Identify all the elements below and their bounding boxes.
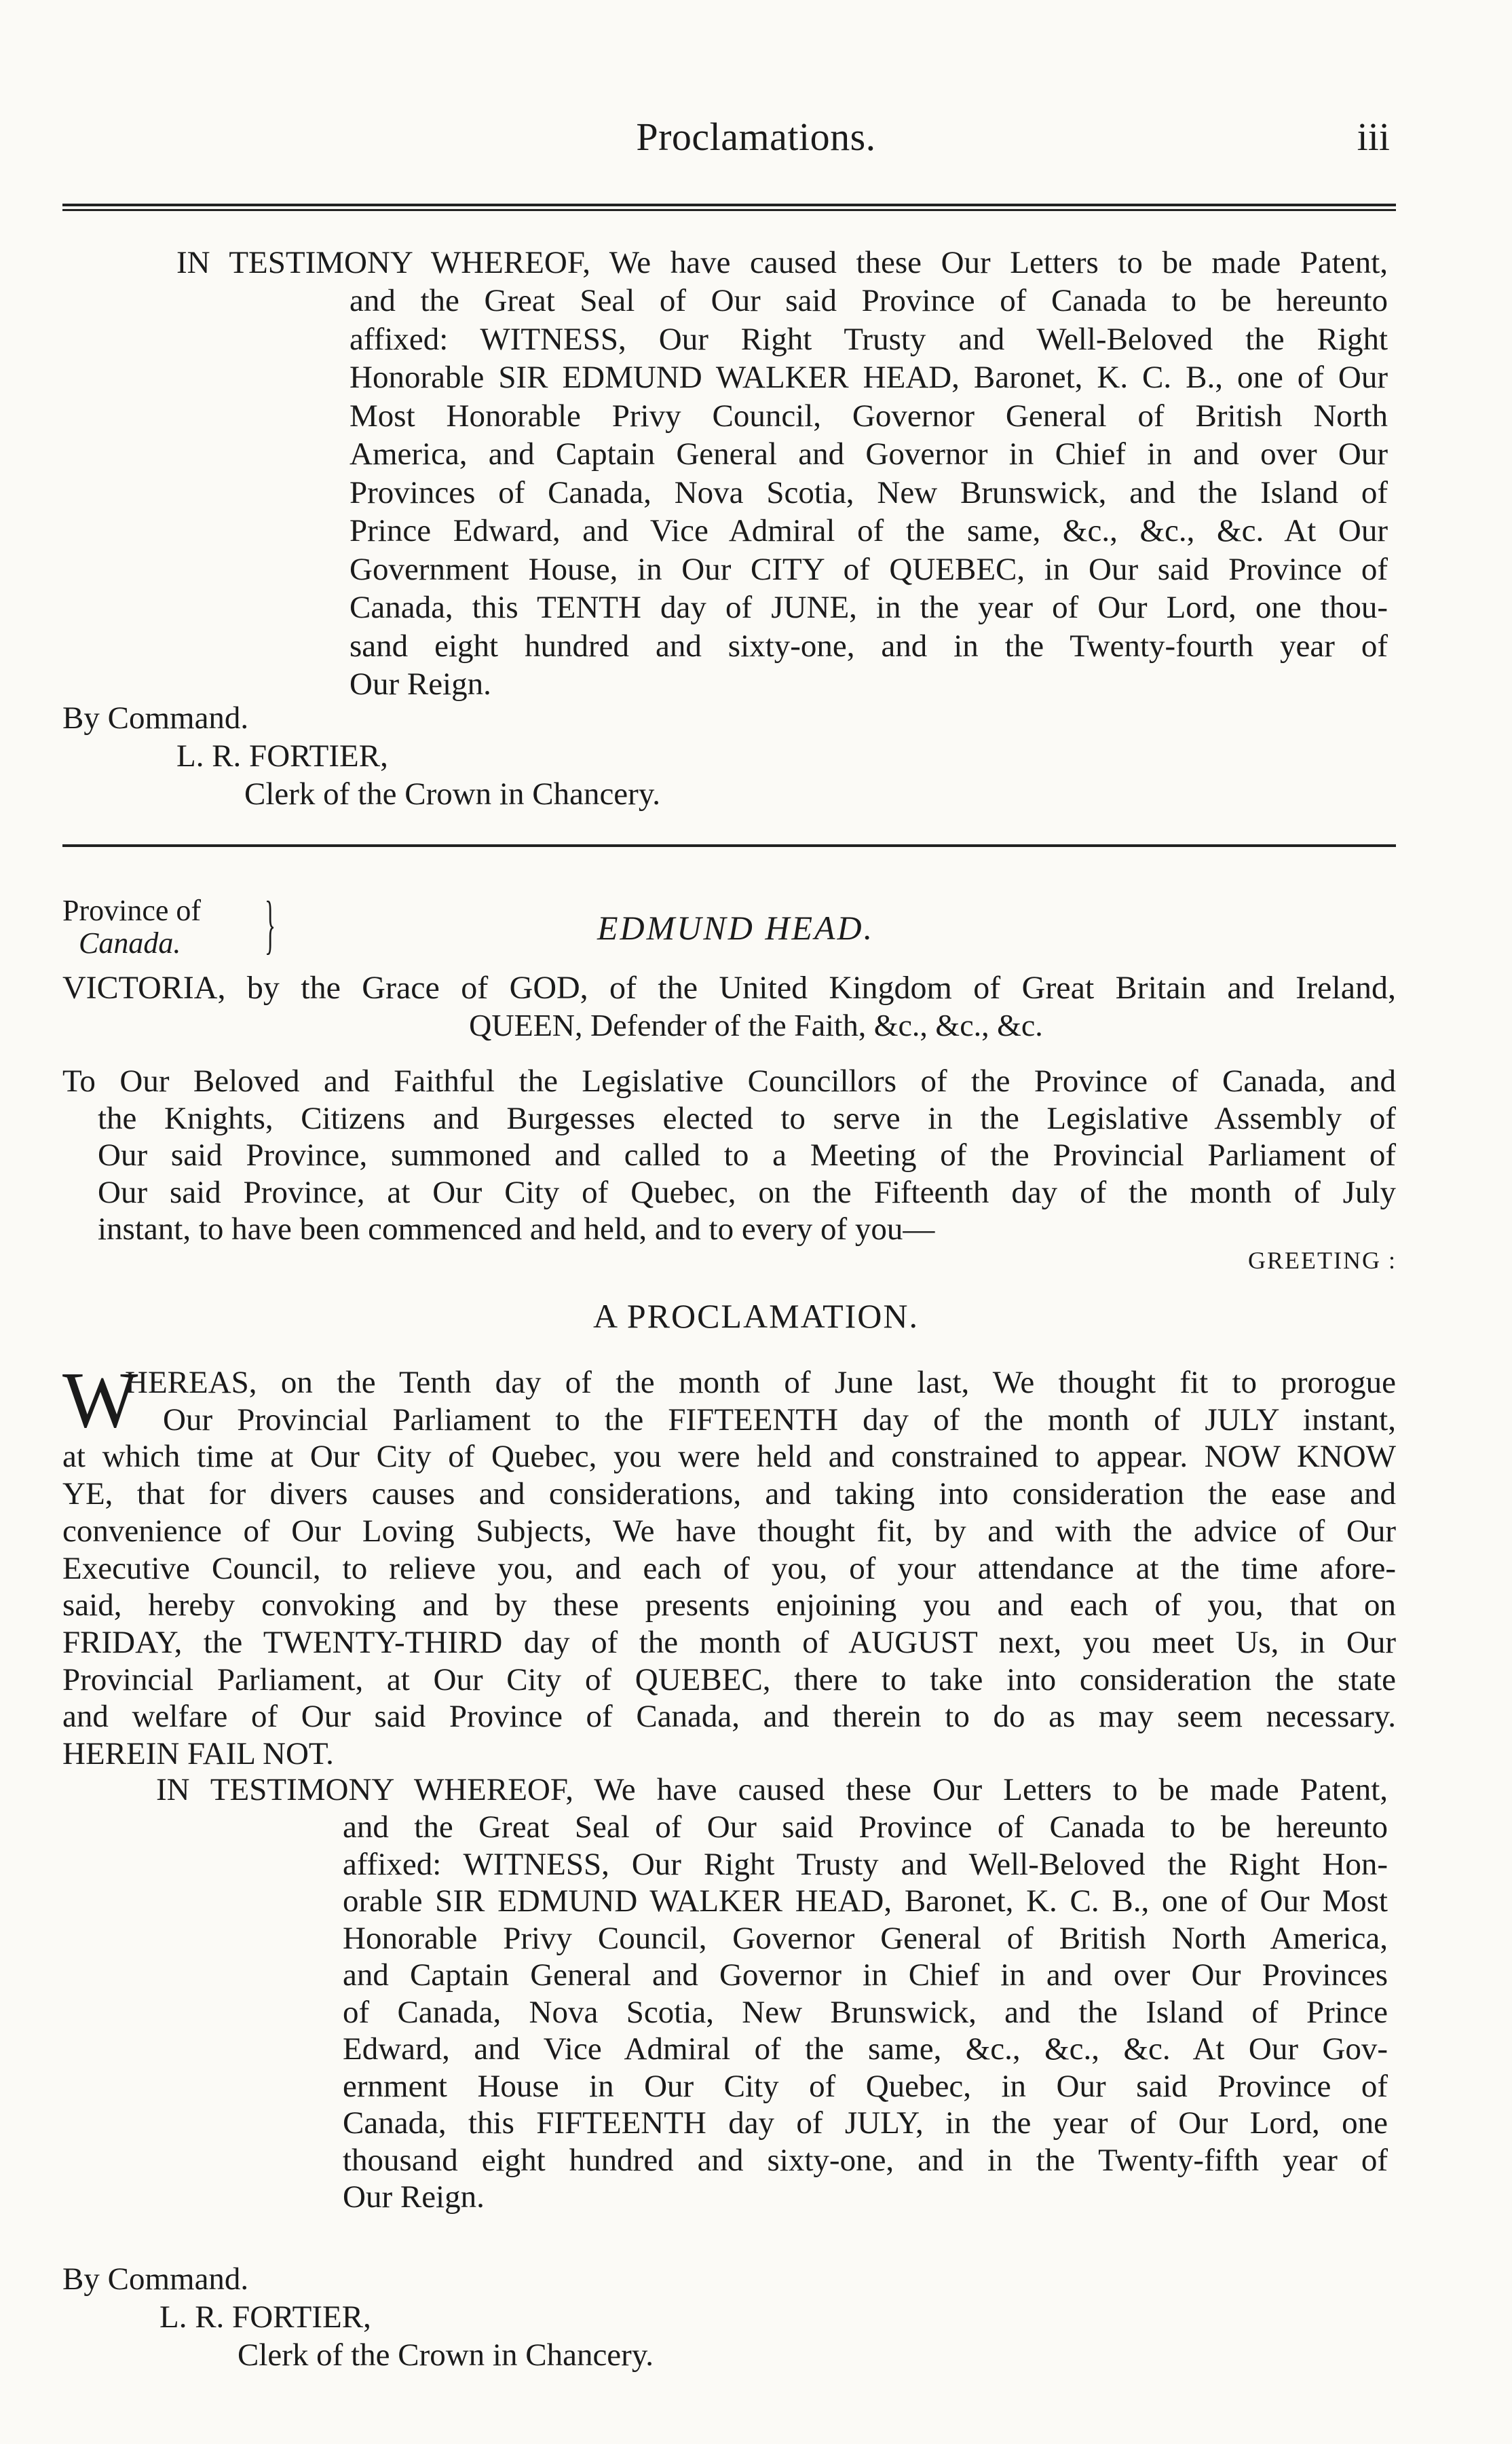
text-line: ernment House in Our City of Quebec, in Our said Province of	[343, 2068, 1388, 2104]
signatory-2: L. R. FORTIER,	[159, 2299, 371, 2335]
text-line: VICTORIA, by the Grace of GOD, of the United Kingdom of Great Britain and Ireland,	[62, 970, 1396, 1006]
text-line: the Knights, Citizens and Burgesses elected to serve in the Legislative Assembly of	[98, 1100, 1396, 1136]
province-label	[62, 895, 201, 960]
text-line: Canada, this FIFTEENTH day of JULY, in the year of Our Lord, one	[343, 2105, 1388, 2141]
province-line-2: Canada.	[79, 926, 181, 960]
whereas-paragraph	[62, 1355, 1396, 1773]
text-line: IN TESTIMONY WHEREOF, We have caused these Our Letters to be made Patent,	[156, 1772, 1388, 1807]
text-line: and the Great Seal of Our said Province of Canada to be hereunto	[343, 1809, 1388, 1845]
text-line: IN TESTIMONY WHEREOF, We have caused these Our Letters to be made Patent,	[176, 245, 1388, 280]
text-line: FRIDAY, the TWENTY-THIRD day of the month of AUGUST next, you meet Us, in Our	[62, 1624, 1396, 1660]
section-rule	[62, 844, 1396, 847]
proclamation-title: A PROCLAMATION.	[592, 1297, 920, 1335]
text-line: convenience of Our Loving Subjects, We have thought fit, by and with the advice of Our	[62, 1513, 1396, 1549]
text-line: To Our Beloved and Faithful the Legislative Councillors of the Province of Canada, and	[62, 1064, 1396, 1099]
text-line: affixed: WITNESS, Our Right Trusty and Well-Beloved the Right	[349, 321, 1388, 357]
text-line: America, and Captain General and Governor in Chief in and over Our	[349, 436, 1388, 472]
text-line: YE, that for divers causes and considerations, and taking into consideration the ease and	[62, 1476, 1396, 1512]
testimony-2-first-line	[156, 1771, 1388, 1809]
text-line: at which time at Our City of Quebec, you were held and constrained to appear. NOW KNOW	[62, 1439, 1396, 1475]
text-line: of Canada, Nova Scotia, New Brunswick, and the Island of Prince	[343, 1994, 1388, 2030]
text-line: affixed: WITNESS, Our Right Trusty and Well-Beloved the Right Hon-	[343, 1846, 1388, 1882]
text-line: said, hereby convoking and by these presents enjoining you and each of you, that on	[62, 1587, 1396, 1623]
greeting: GREETING :	[1248, 1247, 1397, 1274]
victoria-line-1	[62, 969, 1396, 1007]
text-line: HEREIN FAIL NOT.	[62, 1736, 334, 1772]
text-line: Executive Council, to relieve you, and each of you, of your attendance at the time afore-	[62, 1550, 1396, 1586]
text-line: Our said Province, summoned and called to a Meeting of the Provincial Parliament of	[98, 1138, 1396, 1173]
by-command-1: By Command.	[62, 700, 249, 736]
signed-by: EDMUND HEAD.	[597, 909, 875, 947]
text-line: Canada, this TENTH day of JUNE, in the year of Our Lord, one thou-	[349, 590, 1388, 625]
text-line: Our Provincial Parliament to the FIFTEENTH day of the month of JULY instant,	[163, 1402, 1396, 1437]
testimony-1-first-line	[176, 244, 1388, 282]
office-2: Clerk of the Crown in Chancery.	[238, 2337, 654, 2373]
text-line: instant, to have been commenced and held, and to every of you—	[98, 1211, 935, 1247]
text-line: Honorable Privy Council, Governor General of British North America,	[343, 1920, 1388, 1956]
office-1: Clerk of the Crown in Chancery.	[244, 776, 661, 812]
text-line: Our said Province, at Our City of Quebec, on the Fifteenth day of the month of July	[98, 1174, 1396, 1210]
drop-cap: W	[62, 1355, 138, 1444]
text-line: thousand eight hundred and sixty-one, and in the Twenty-fifth year of	[343, 2142, 1388, 2178]
address-paragraph	[62, 1063, 1396, 1248]
victoria-line-2: QUEEN, Defender of the Faith, &c., &c., &c.	[469, 1008, 1043, 1042]
testimony-2-body	[343, 1809, 1388, 2216]
text-line: Provincial Parliament, at Our City of QUEBEC, there to take into consideration the state	[62, 1661, 1396, 1697]
testimony-1-body	[349, 282, 1388, 704]
text-line: Honorable SIR EDMUND WALKER HEAD, Baronet, K. C. B., one of Our	[349, 360, 1388, 395]
text-line: and welfare of Our said Province of Canada, and therein to do as may seem necessary.	[62, 1699, 1396, 1735]
header-double-rule	[62, 204, 1396, 211]
text-line: Prince Edward, and Vice Admiral of the same, &c., &c., &c. At Our	[349, 513, 1388, 548]
text-line: sand eight hundred and sixty-one, and in the Twenty-fourth year of	[349, 628, 1388, 664]
text-line: Provinces of Canada, Nova Scotia, New Brunswick, and the Island of	[349, 474, 1388, 510]
by-command-2: By Command.	[62, 2261, 249, 2297]
text-line: Government House, in Our CITY of QUEBEC, in Our said Province of	[349, 551, 1388, 587]
text-line: HEREAS, on the Tenth day of the month of June last, We thought fit to prorogue	[125, 1365, 1396, 1400]
text-line: Most Honorable Privy Council, Governor General of British North	[349, 398, 1388, 434]
running-head-title: Proclamations.	[636, 115, 876, 159]
text-line: Our Reign.	[343, 2179, 485, 2215]
text-line: Edward, and Vice Admiral of the same, &c., &c., &c. At Our Gov-	[343, 2031, 1388, 2067]
province-line-1: Province of	[62, 894, 202, 927]
text-line: Our Reign.	[349, 666, 491, 702]
text-line: and the Great Seal of Our said Province of Canada to be hereunto	[349, 283, 1388, 318]
brace-glyph: }	[264, 888, 276, 960]
page-number: iii	[1357, 115, 1390, 159]
signatory-1: L. R. FORTIER,	[176, 738, 388, 774]
text-line: orable SIR EDMUND WALKER HEAD, Baronet, K. C. B., one of Our Most	[343, 1883, 1388, 1919]
text-line: and Captain General and Governor in Chief in and over Our Provinces	[343, 1957, 1388, 1993]
